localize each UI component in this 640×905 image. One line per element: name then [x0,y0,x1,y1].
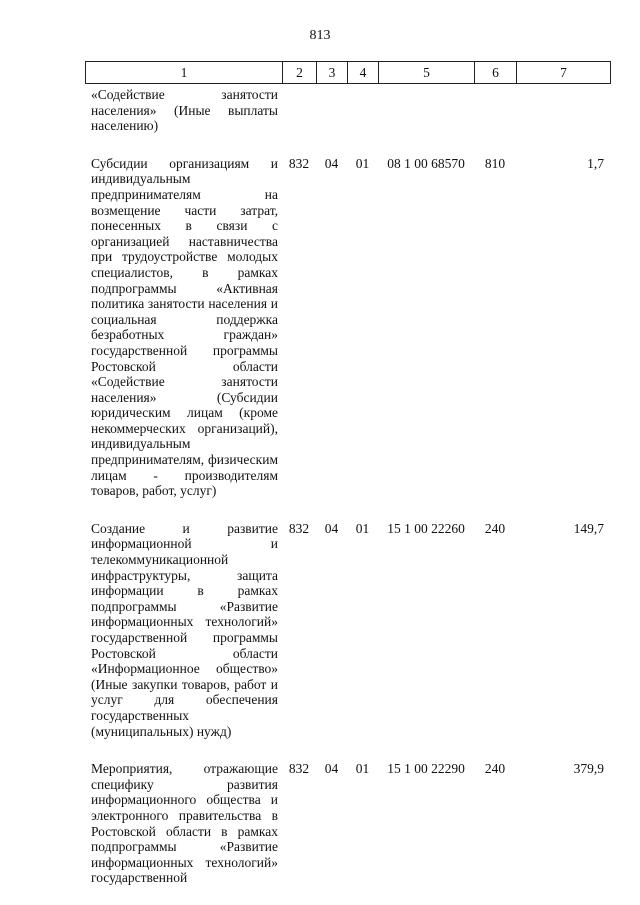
header-row [86,62,611,84]
col-header-2: 2 [283,62,317,84]
row-code-ministry: 832 [288,761,310,777]
table-row [85,145,610,510]
page-number: 813 [309,28,331,43]
row-code-ministry: 832 [288,155,310,171]
budget-table [85,87,610,897]
row-code-target [378,87,474,145]
row-description: «Содействие занятости населения» (Иные выплаты населению) [91,87,278,134]
col-header-5: 5 [379,62,475,84]
row-code-expense-type: 240 [484,520,506,536]
row-code-ministry: 832 [288,520,310,536]
col-header-4: 4 [348,62,379,84]
row-description: Создание и развитие информационной и телекоммуникационной инфраструктуры, защита информации в рамках подпрограммы «Развитие информационных технологий» государственной программы Ростовской области «Информационное общество» (Иные закупки товаров, работ и услуг для обеспечения государственных (муниципальных) нужд) [91,520,278,739]
row-amount: 379,9 [573,761,604,777]
row-code-target: 15 1 00 22260 [387,520,465,536]
col-header-6: 6 [475,62,517,84]
row-code-section: 04 [324,520,339,536]
row-code-expense-type: 810 [484,155,506,171]
row-description: Субсидии организациям и индивидуальным предпринимателям на возмещение части затрат, понесенных в связи с организацией наставничества при трудоустройстве молодых специалистов, в рамках подпрограммы «Активная политика занятости населения и социальная поддержка безработных граждан» государственной программы Ростовской области «Содействие занятости населения» (Субсидии юридическим лицам (кроме некоммерческих организаций), индивидуальным предпринимателям, физическим лицам - производителям товаров, работ, услуг) [91,155,278,499]
col-header-3: 3 [317,62,348,84]
table-row [85,750,610,897]
table-row [85,87,610,145]
row-code-expense-type [474,87,516,145]
row-code-subsection [347,87,378,145]
row-code-subsection: 01 [355,155,370,171]
row-description: Мероприятия, отражающие специфику развития информационного общества и электронного правительства в Ростовской области в рамках подпрограммы «Развитие информационных технологий» государственной [91,761,278,886]
table-row [85,510,610,750]
col-header-7: 7 [517,62,611,84]
table-header [85,61,611,84]
row-code-subsection: 01 [355,520,370,536]
row-code-target: 15 1 00 22290 [387,761,465,777]
row-code-ministry [282,87,316,145]
row-code-section: 04 [324,761,339,777]
col-header-1: 1 [86,62,283,84]
row-amount: 149,7 [573,520,604,536]
row-amount [516,87,610,145]
row-code-expense-type: 240 [484,761,506,777]
row-code-subsection: 01 [355,761,370,777]
row-code-target: 08 1 00 68570 [387,155,465,171]
row-code-section: 04 [324,155,339,171]
row-amount: 1,7 [587,155,604,171]
row-code-section [316,87,347,145]
